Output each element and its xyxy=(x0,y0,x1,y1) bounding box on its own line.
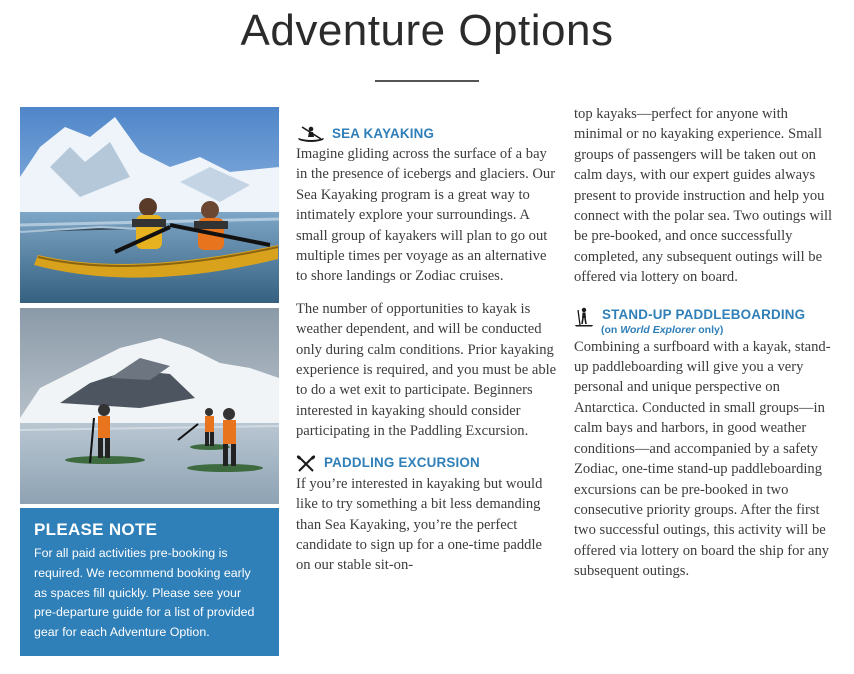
paddling-excursion-heading xyxy=(296,454,558,474)
paddleboard-photo xyxy=(20,308,279,504)
sea-kayaking-heading xyxy=(296,124,558,144)
page-title: Adventure Options xyxy=(240,6,614,55)
ship-name: World Explorer xyxy=(620,323,696,336)
right-column xyxy=(574,104,836,582)
please-note-body: For all paid activities pre-booking is required. We recommend booking early as spaces fill quickly. Please see your pre-departure guide for a list of provided gear for each Adventure Option. xyxy=(34,546,255,640)
sea-kayaking-paragraph-2: The number of opportunities to kayak is weather dependent, and will be conducted only during calm conditions. Prior kayaking experience is required, and you must be able to do a wet exit to participate. Beginners interested in kayaking should consider participating in the Paddling Excursion. xyxy=(296,300,557,440)
sea-kayaking-heading-text: SEA KAYAKING xyxy=(332,125,435,141)
paddling-excursion-paragraph-1: If you’re interested in kayaking but would like to try something a bit less demanding than Sea Kayaking, you’re the perfect candidate to sign up for a one-time paddle on our stable sit-on- xyxy=(296,475,543,574)
paddleboarding-paragraph-1: Combining a surfboard with a kayak, stand-up paddleboarding will give you a very personal and unique perspective on Antarctica. Conducted in small groups—in calm bays and harbors, in good weather conditions—and accompanied by a safety Zodiac, one-time stand-up paddleboarding excursions can be pre-booked in two consecutive priority groups. After the first two successful outings, this activity will be offered via lottery on board the ship for any subsequent outings. xyxy=(574,338,831,580)
crossed-paddles-icon xyxy=(296,455,318,473)
kayak-photo xyxy=(20,107,279,303)
middle-column xyxy=(296,124,558,576)
ship-note-suffix: only) xyxy=(695,323,724,336)
title-divider xyxy=(375,80,479,82)
please-note-title: PLEASE NOTE xyxy=(34,520,158,539)
paddling-excursion-paragraph-continued: top kayaks—perfect for anyone with minimal or no kayaking experience. Small groups of passengers will be taken out on calm days, with our expert guides always present to provide instruction and help you connect with the polar sea. Two outings will be pre-booked, and once successfully completed, any subsequent outings will be offered via lottery on board. xyxy=(574,106,833,286)
please-note-box xyxy=(20,508,279,656)
ship-note-prefix: (on xyxy=(601,323,621,336)
kayaker-icon xyxy=(296,125,326,143)
paddleboarder-icon xyxy=(574,307,596,325)
paddleboarding-heading-text: STAND-UP PADDLEBOARDING xyxy=(602,307,806,323)
sea-kayaking-paragraph-1: Imagine gliding across the surface of a bay in the presence of icebergs and glaciers. Our Sea Kayaking program is a great way to intimately explore your surroundings. A small group of kayakers will plan to go out multiple times per voyage as an alternative to shore landings or Zodiac cruises. xyxy=(296,146,556,285)
paddling-excursion-heading-text: PADDLING EXCURSION xyxy=(324,455,480,471)
